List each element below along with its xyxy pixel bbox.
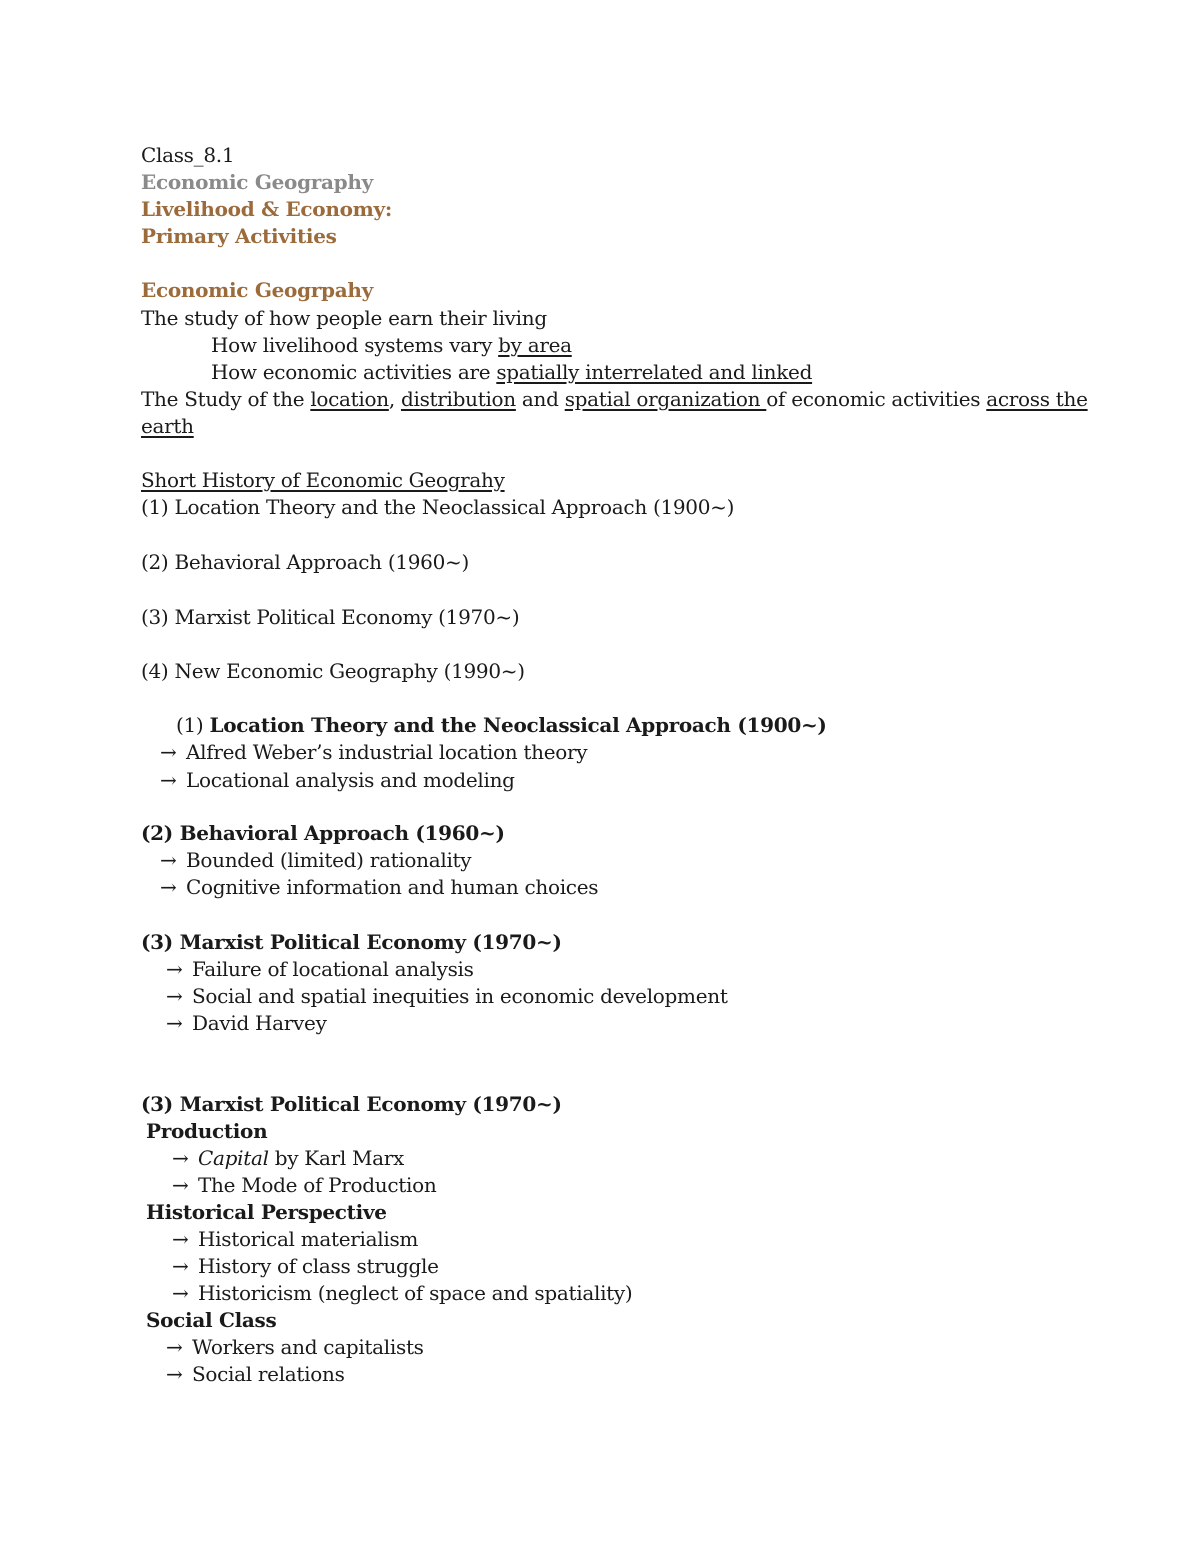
class-label: Class_8.1 [141, 143, 235, 167]
page-title-line1: Livelihood & Economy: [141, 197, 392, 221]
history-item: (1) Location Theory and the Neoclassical Approach (1900~) [141, 495, 735, 519]
arrow-right-icon: → [160, 848, 177, 872]
list-item: → Bounded (limited) rationality [160, 848, 472, 872]
section1-title: (1) Location Theory and the Neoclassical Approach (1900~) [176, 713, 827, 737]
arrow-right-icon: → [172, 1173, 189, 1197]
historical-heading: Historical Perspective [146, 1200, 387, 1224]
arrow-right-icon: → [166, 957, 183, 981]
list-item: → Capital by Karl Marx [172, 1146, 405, 1170]
arrow-right-icon: → [166, 984, 183, 1008]
list-item: → Workers and capitalists [166, 1335, 424, 1359]
page-title-line2: Primary Activities [141, 224, 337, 248]
list-item: → Social and spatial inequities in economic development [166, 984, 728, 1008]
definition-subline: How economic activities are spatially interrelated and linked [211, 360, 813, 384]
arrow-right-icon: → [172, 1281, 189, 1305]
list-item: → History of class struggle [172, 1254, 439, 1278]
section4-title: (3) Marxist Political Economy (1970~) [141, 1092, 562, 1116]
arrow-right-icon: → [166, 1011, 183, 1035]
list-item: → Failure of locational analysis [166, 957, 474, 981]
arrow-right-icon: → [172, 1227, 189, 1251]
history-heading: Short History of Economic Geograhy [141, 468, 505, 492]
arrow-right-icon: → [160, 740, 177, 764]
arrow-right-icon: → [172, 1254, 189, 1278]
list-item: → Historicism (neglect of space and spatiality) [172, 1281, 633, 1305]
arrow-right-icon: → [172, 1146, 189, 1170]
arrow-right-icon: → [160, 875, 177, 899]
definition-line: The Study of the location, distribution and spatial organization of economic activities across the [141, 387, 1088, 411]
list-item: → Locational analysis and modeling [160, 768, 515, 792]
definition-subline: How livelihood systems vary by area [211, 333, 572, 357]
list-item: → Cognitive information and human choices [160, 875, 599, 899]
section2-title: (2) Behavioral Approach (1960~) [141, 821, 505, 845]
list-item: → David Harvey [166, 1011, 327, 1035]
history-item: (3) Marxist Political Economy (1970~) [141, 605, 520, 629]
list-item: → Social relations [166, 1362, 345, 1386]
social-class-heading: Social Class [146, 1308, 277, 1332]
list-item: → Historical materialism [172, 1227, 419, 1251]
list-item: → Alfred Weber’s industrial location theory [160, 740, 588, 764]
section3-title: (3) Marxist Political Economy (1970~) [141, 930, 562, 954]
subject-title: Economic Geography [141, 170, 373, 194]
production-heading: Production [146, 1119, 268, 1143]
history-item: (2) Behavioral Approach (1960~) [141, 550, 469, 574]
history-item: (4) New Economic Geography (1990~) [141, 659, 525, 683]
arrow-right-icon: → [160, 768, 177, 792]
arrow-right-icon: → [166, 1362, 183, 1386]
list-item: → The Mode of Production [172, 1173, 437, 1197]
definition-line: The study of how people earn their living [141, 306, 547, 330]
arrow-right-icon: → [166, 1335, 183, 1359]
definition-line: earth [141, 414, 194, 438]
definition-heading: Economic Geogrpahy [141, 278, 373, 302]
